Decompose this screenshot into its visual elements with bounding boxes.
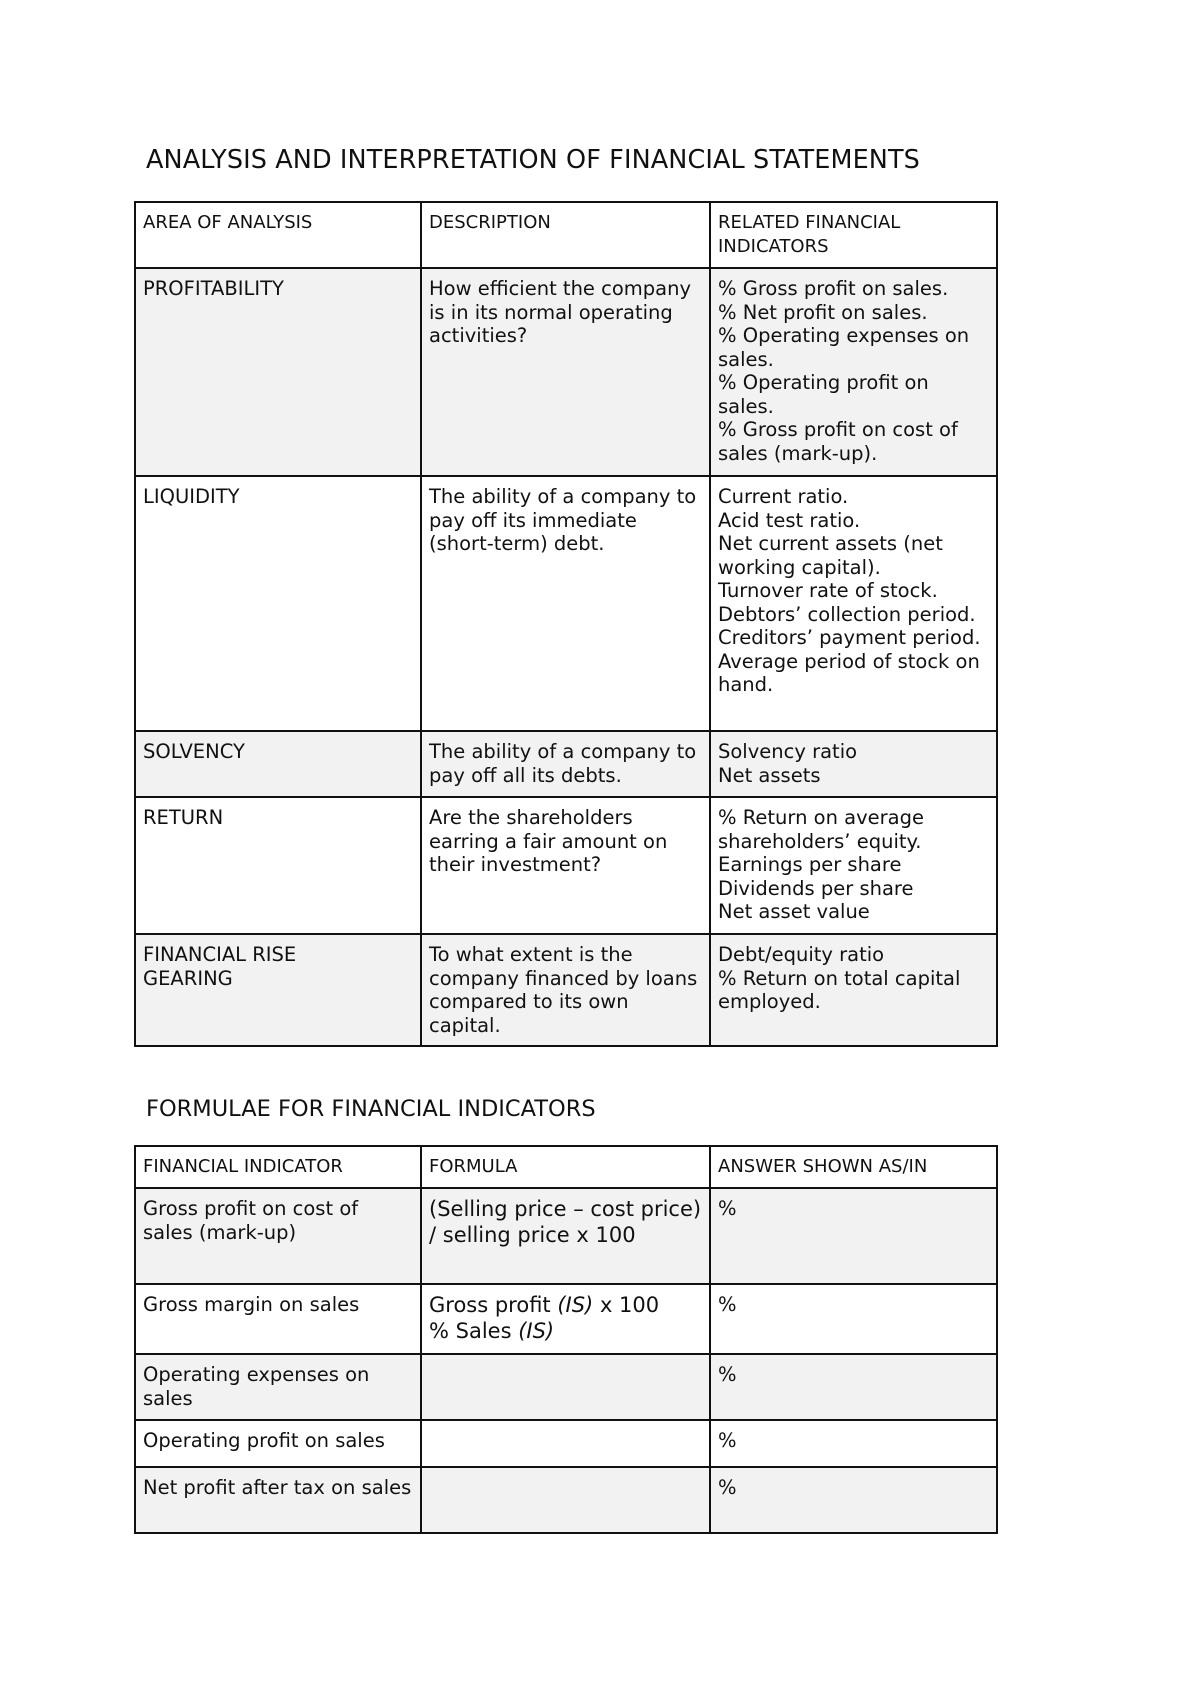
indicator-cell: Operating profit on sales bbox=[135, 1420, 421, 1467]
indicators-cell: Debt/equity ratio % Return on total capital employed. bbox=[710, 934, 997, 1046]
area-cell: FINANCIAL RISE GEARING bbox=[135, 934, 421, 1046]
description-cell: The ability of a company to pay off its immediate (short-term) debt. bbox=[421, 476, 710, 731]
indicator-cell: Gross margin on sales bbox=[135, 1284, 421, 1354]
indicator-cell: Operating expenses on sales bbox=[135, 1354, 421, 1420]
answer-cell: % bbox=[710, 1188, 997, 1284]
area-cell: SOLVENCY bbox=[135, 731, 421, 797]
table-header-row bbox=[135, 202, 997, 268]
description-cell: The ability of a company to pay off all its debts. bbox=[421, 731, 710, 797]
header-financial-indicator: FINANCIAL INDICATOR bbox=[135, 1146, 421, 1188]
table-row bbox=[135, 1420, 997, 1467]
table-row bbox=[135, 1188, 997, 1284]
header-related-indicators: RELATED FINANCIAL INDICATORS bbox=[710, 202, 997, 268]
area-cell: PROFITABILITY bbox=[135, 268, 421, 476]
indicator-cell: Net profit after tax on sales bbox=[135, 1467, 421, 1533]
table-row bbox=[135, 476, 997, 731]
table-row bbox=[135, 797, 997, 934]
formula-cell bbox=[421, 1284, 710, 1354]
formula-cell bbox=[421, 1354, 710, 1420]
table-row bbox=[135, 1284, 997, 1354]
indicators-cell: Current ratio. Acid test ratio. Net current assets (net working capital). Turnover rate of stock. Debtors’ collection period. Creditors’ payment period. Average period of stock on hand. bbox=[710, 476, 997, 731]
description-cell: Are the shareholders earring a fair amount on their investment? bbox=[421, 797, 710, 934]
header-formula: FORMULA bbox=[421, 1146, 710, 1188]
formula-cell bbox=[421, 1420, 710, 1467]
header-area-of-analysis: AREA OF ANALYSIS bbox=[135, 202, 421, 268]
description-cell: To what extent is the company financed by loans compared to its own capital. bbox=[421, 934, 710, 1046]
indicators-cell: % Gross profit on sales. % Net profit on sales. % Operating expenses on sales. % Operating profit on sales. % Gross profit on cost of sales (mark-up). bbox=[710, 268, 997, 476]
answer-cell: % bbox=[710, 1284, 997, 1354]
area-cell: LIQUIDITY bbox=[135, 476, 421, 731]
formulae-table bbox=[134, 1145, 998, 1534]
section-title: FORMULAE FOR FINANCIAL INDICATORS bbox=[146, 1096, 596, 1122]
answer-cell: % bbox=[710, 1354, 997, 1420]
formula-line: % Sales (IS) bbox=[429, 1318, 555, 1343]
table-row bbox=[135, 268, 997, 476]
formula-cell: (Selling price – cost price) / selling price x 100 bbox=[421, 1188, 710, 1284]
formula-cell bbox=[421, 1467, 710, 1533]
table-row bbox=[135, 1467, 997, 1533]
formula-line: Gross profit (IS) x 100 bbox=[429, 1293, 660, 1317]
answer-cell: % bbox=[710, 1467, 997, 1533]
table-header-row bbox=[135, 1146, 997, 1188]
table-row bbox=[135, 934, 997, 1046]
table-row bbox=[135, 1354, 997, 1420]
indicator-cell: Gross profit on cost of sales (mark-up) bbox=[135, 1188, 421, 1284]
header-answer-shown: ANSWER SHOWN AS/IN bbox=[710, 1146, 997, 1188]
analysis-table bbox=[134, 201, 998, 1047]
table-row bbox=[135, 731, 997, 797]
indicators-cell: % Return on average shareholders’ equity. Earnings per share Dividends per share Net asset value bbox=[710, 797, 997, 934]
area-cell: RETURN bbox=[135, 797, 421, 934]
page-title: ANALYSIS AND INTERPRETATION OF FINANCIAL STATEMENTS bbox=[146, 145, 920, 175]
answer-cell: % bbox=[710, 1420, 997, 1467]
description-cell: How efficient the company is in its normal operating activities? bbox=[421, 268, 710, 476]
indicators-cell: Solvency ratio Net assets bbox=[710, 731, 997, 797]
header-description: DESCRIPTION bbox=[421, 202, 710, 268]
